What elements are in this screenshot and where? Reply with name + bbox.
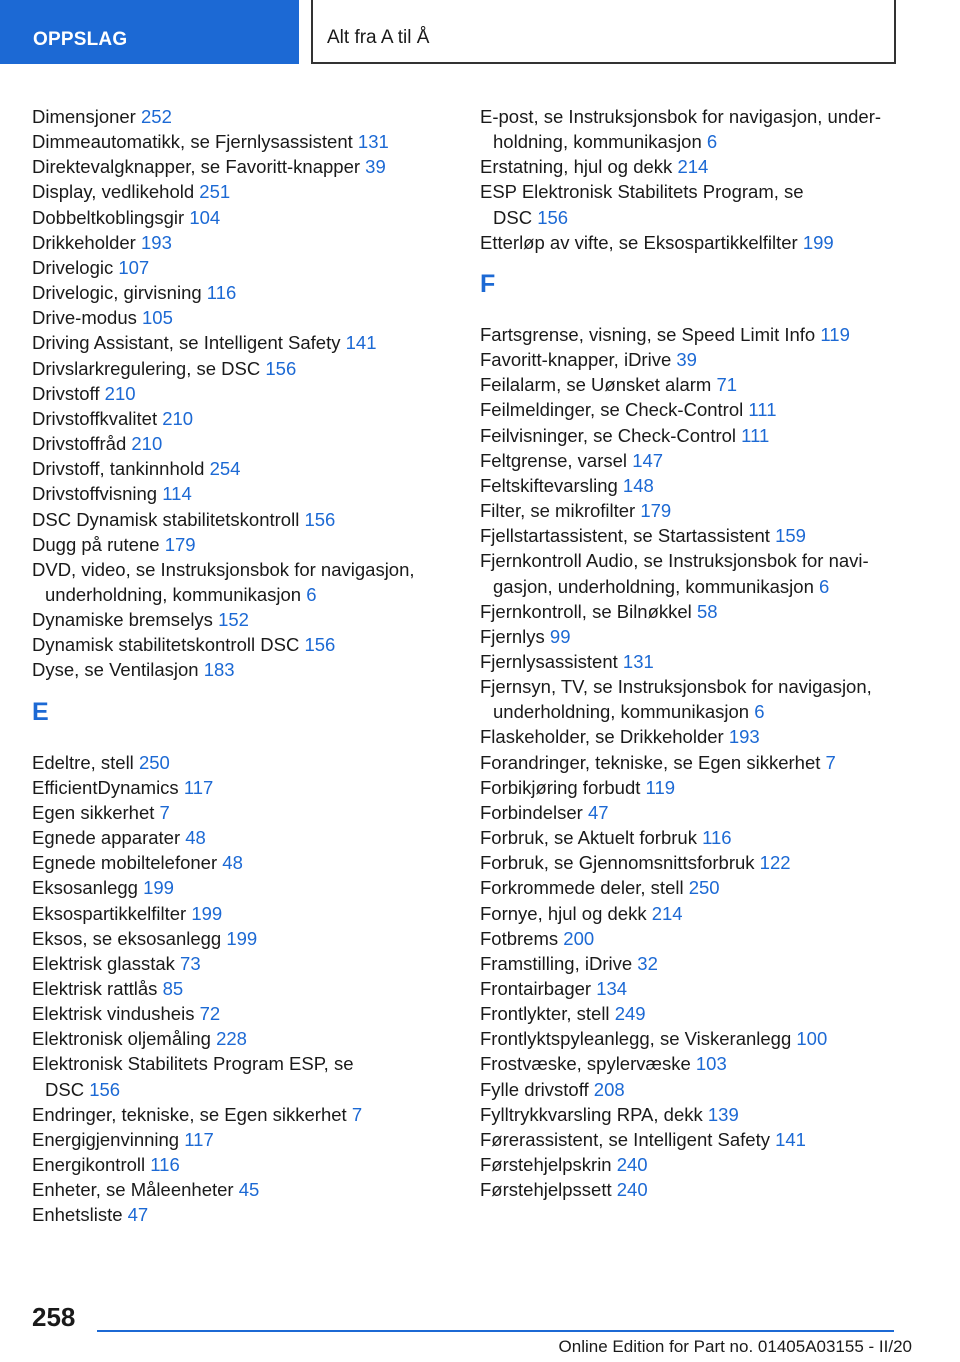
index-term: Fylltrykkvarsling RPA, dekk (480, 1103, 703, 1125)
index-term: Drivelogic (32, 256, 114, 278)
index-term: Favoritt-knapper, iDrive (480, 349, 672, 371)
index-term: Drikkeholder (32, 231, 136, 253)
index-entry (32, 305, 452, 330)
index-entry (480, 1001, 900, 1026)
page-reference-link[interactable]: 39 (676, 349, 697, 371)
index-term: Egnede mobiltelefoner (32, 852, 218, 874)
page-reference-link[interactable]: 156 (89, 1078, 121, 1100)
page-reference-link[interactable]: 119 (820, 323, 850, 345)
page-reference-link[interactable]: 116 (206, 282, 237, 304)
page-reference-link[interactable]: 116 (150, 1154, 180, 1176)
index-entry (32, 381, 452, 406)
index-entry (480, 951, 900, 976)
index-term: Drive-modus (32, 307, 137, 329)
index-entry (480, 724, 900, 749)
index-entry (32, 1202, 452, 1227)
index-entry (480, 1077, 900, 1102)
page-reference-link[interactable]: 228 (216, 1028, 247, 1050)
index-entry (480, 750, 900, 775)
index-entry (32, 481, 452, 506)
index-term: Frontlyktspyleanlegg, se Viskeranlegg (480, 1028, 792, 1050)
index-entry (480, 1026, 900, 1051)
index-entry (480, 104, 900, 154)
index-term: Energikontroll (32, 1154, 146, 1176)
index-entry (480, 825, 900, 850)
index-term-continuation: DSC (45, 1078, 85, 1100)
index-term: Feltskiftevarsling (480, 474, 618, 496)
page-reference-link[interactable]: 6 (819, 575, 830, 597)
index-term: DSC Dynamisk stabilitetskontroll (32, 508, 300, 530)
index-entry (480, 901, 900, 926)
page-reference-link[interactable]: 200 (563, 927, 595, 949)
index-entry (32, 431, 452, 456)
index-entry (32, 557, 452, 607)
page-reference-link[interactable]: 254 (209, 458, 241, 480)
index-term: Førstehjelpssett (480, 1179, 612, 1201)
index-term: Eksos, se eksosanlegg (32, 927, 222, 949)
index-entry (480, 230, 900, 255)
page-reference-link[interactable]: 47 (587, 801, 609, 823)
index-entry (32, 901, 452, 926)
index-term-continuation: underholdning, kommunikasjon (45, 583, 302, 605)
page-reference-link[interactable]: 193 (728, 726, 760, 748)
index-term: Elektronisk oljemåling (32, 1028, 211, 1050)
index-term: Feilvisninger, se Check-Control (480, 424, 737, 446)
page-reference-link[interactable]: 208 (593, 1078, 625, 1100)
page-reference-link[interactable]: 48 (185, 827, 206, 849)
page-reference-link[interactable]: 104 (189, 206, 221, 228)
index-entry (480, 875, 900, 900)
page-reference-link[interactable]: 99 (549, 625, 571, 647)
index-term-continuation: underholdning, kommunikasjon (493, 701, 750, 723)
index-term: Elektrisk rattlås (32, 978, 158, 999)
index-entry (32, 356, 452, 381)
index-term: Frontairbager (480, 978, 592, 999)
index-term: Forbikjøring forbudt (480, 776, 641, 798)
index-term: Display, vedlikehold (32, 181, 195, 203)
index-term: Drivstoffkvalitet (32, 407, 158, 429)
page-reference-link[interactable]: 103 (695, 1053, 727, 1075)
index-term: E-post, se Instruksjonsbok for navigasjon, under- (480, 106, 882, 127)
index-entry (32, 850, 452, 875)
index-entry (480, 179, 900, 229)
index-term: Feltgrense, varsel (480, 449, 628, 471)
chapter-title: Alt fra A til Å (327, 27, 430, 48)
index-term: Elektrisk glasstak (32, 952, 175, 974)
index-term: Dimensjoner (32, 106, 136, 127)
page-reference-link[interactable]: 147 (632, 449, 664, 471)
page-reference-link[interactable]: 141 (345, 332, 377, 354)
page-reference-link[interactable]: 210 (162, 407, 194, 429)
index-term: Fjernlysassistent (480, 650, 618, 672)
page-reference-link[interactable]: 105 (142, 307, 173, 329)
page-reference-link[interactable]: 179 (640, 500, 672, 522)
index-term: Fjellstartassistent, se Startassistent (480, 525, 770, 547)
index-entry (32, 1177, 452, 1202)
index-term: ESP Elektronisk Stabilitets Program, se (480, 181, 804, 203)
index-term: Framstilling, iDrive (480, 952, 633, 974)
page-reference-link[interactable]: 48 (222, 852, 243, 874)
page-reference-link[interactable]: 6 (306, 583, 317, 605)
index-entry (480, 1102, 900, 1127)
page-reference-link[interactable]: 240 (616, 1179, 648, 1201)
page-reference-link[interactable]: 250 (688, 877, 720, 899)
index-term: Førstehjelpskrin (480, 1154, 612, 1176)
page-reference-link[interactable]: 131 (357, 131, 389, 153)
index-entry (480, 423, 900, 448)
index-entry (32, 205, 452, 230)
page-reference-link[interactable]: 111 (741, 424, 770, 446)
index-term: Dimmeautomatikk, se Fjernlysassistent (32, 131, 353, 153)
page-reference-link[interactable]: 249 (614, 1003, 646, 1025)
index-letter-e: E (32, 697, 49, 726)
index-entry (480, 448, 900, 473)
page-reference-link[interactable]: 156 (265, 357, 297, 379)
index-entry (480, 649, 900, 674)
index-term: DVD, video, se Instruksjonsbok for navigasjon, (32, 558, 415, 580)
index-entry (32, 230, 452, 255)
index-entry (480, 322, 900, 347)
index-list-e (32, 750, 452, 1228)
page-reference-link[interactable]: 107 (118, 256, 150, 278)
index-term: Feilmeldinger, se Check-Control (480, 399, 744, 421)
page-reference-link[interactable]: 122 (759, 852, 791, 874)
index-term: Eksospartikkelfilter (32, 902, 187, 924)
index-term: Flaskeholder, se Drikkeholder (480, 726, 724, 748)
chapter-header (311, 0, 896, 64)
index-term: Fjernkontroll, se Bilnøkkel (480, 600, 692, 622)
index-entry (32, 976, 452, 1001)
footer-divider (97, 1330, 894, 1332)
index-term: EfficientDynamics (32, 776, 179, 798)
index-letter-f: F (480, 269, 496, 298)
page-reference-link[interactable]: 45 (238, 1179, 260, 1201)
index-entry (32, 104, 452, 129)
index-entry (32, 1051, 452, 1101)
page-reference-link[interactable]: 214 (677, 156, 709, 178)
index-list-d (32, 104, 452, 683)
index-entry (480, 775, 900, 800)
index-term: Forandringer, tekniske, se Egen sikkerhet (480, 751, 821, 773)
index-entry (480, 674, 900, 724)
index-term: Fjernkontroll Audio, se Instruksjonsbok for navi- (480, 550, 869, 572)
page-reference-link[interactable]: 71 (716, 374, 738, 396)
index-term: Edeltre, stell (32, 751, 134, 773)
index-entry (32, 632, 452, 657)
page-reference-link[interactable]: 117 (184, 1128, 214, 1150)
index-term: Fjernsyn, TV, se Instruksjonsbok for navigasjon, (480, 676, 872, 698)
index-term: Drivstoffvisning (32, 483, 158, 505)
index-entry (32, 406, 452, 431)
index-entry (32, 951, 452, 976)
index-term: Drivstoff (32, 382, 100, 404)
index-term: Egnede apparater (32, 827, 181, 849)
index-term: Drivstoff, tankinnhold (32, 458, 205, 480)
index-entry (480, 397, 900, 422)
index-term: Dugg på rutene (32, 533, 160, 555)
index-term-continuation: gasjon, underholdning, kommunikasjon (493, 575, 814, 597)
page-reference-link[interactable]: 199 (802, 231, 834, 253)
index-term: Fjernlys (480, 625, 545, 647)
index-entry (32, 330, 452, 355)
index-term: Dyse, se Ventilasjon (32, 659, 199, 681)
index-term: Forbruk, se Gjennomsnittsforbruk (480, 852, 755, 874)
index-entry (32, 750, 452, 775)
index-entry (32, 507, 452, 532)
index-term: Enheter, se Måleenheter (32, 1179, 234, 1201)
page-reference-link[interactable]: 6 (754, 701, 765, 723)
page-reference-link[interactable]: 183 (203, 659, 235, 681)
index-term: Endringer, tekniske, se Egen sikkerhet (32, 1103, 347, 1125)
page-reference-link[interactable]: 119 (645, 776, 676, 798)
page-reference-link[interactable]: 159 (775, 525, 806, 547)
index-entry (32, 800, 452, 825)
index-entry (32, 532, 452, 557)
index-term: Elektronisk Stabilitets Program ESP, se (32, 1053, 354, 1075)
index-entry (480, 624, 900, 649)
index-entry (32, 1001, 452, 1026)
index-entry (32, 657, 452, 682)
page-reference-link[interactable]: 100 (796, 1028, 828, 1050)
index-entry (32, 825, 452, 850)
page-reference-link[interactable]: 141 (775, 1128, 806, 1150)
page-reference-link[interactable]: 251 (199, 181, 231, 203)
page-reference-link[interactable]: 148 (622, 474, 654, 496)
index-term: Forkrommede deler, stell (480, 877, 684, 899)
page-reference-link[interactable]: 114 (162, 483, 192, 505)
page-reference-link[interactable]: 134 (596, 978, 628, 999)
page-reference-link[interactable]: 116 (702, 827, 732, 849)
index-entry (32, 456, 452, 481)
index-entry (480, 498, 900, 523)
index-entry (480, 1152, 900, 1177)
index-entry (32, 607, 452, 632)
page-reference-link[interactable]: 39 (365, 156, 386, 178)
index-entry (32, 1152, 452, 1177)
index-term: Drivelogic, girvisning (32, 282, 202, 304)
index-entry (32, 129, 452, 154)
page-reference-link[interactable]: 240 (616, 1154, 648, 1176)
index-entry (480, 976, 900, 1001)
index-term: Dynamiske bremselys (32, 609, 213, 631)
page-reference-link[interactable]: 32 (637, 952, 658, 974)
index-entry (480, 523, 900, 548)
index-list-f (480, 322, 900, 1202)
index-entry (480, 473, 900, 498)
page-reference-link[interactable]: 252 (141, 106, 172, 127)
page-reference-link[interactable]: 85 (162, 978, 184, 999)
page-reference-link[interactable]: 73 (180, 952, 201, 974)
index-term: Forbruk, se Aktuelt forbruk (480, 827, 697, 849)
index-entry (480, 800, 900, 825)
index-term: Feilalarm, se Uønsket alarm (480, 374, 712, 396)
index-term: Enhetsliste (32, 1204, 123, 1226)
index-entry (480, 347, 900, 372)
page-reference-link[interactable]: 193 (141, 231, 172, 253)
index-term: Drivslarkregulering, se DSC (32, 357, 261, 379)
index-entry (480, 372, 900, 397)
index-column-right (480, 104, 900, 1202)
index-term: Direktevalgknapper, se Favoritt-knapper (32, 156, 361, 178)
page-reference-link[interactable]: 6 (706, 131, 718, 153)
index-term: Dobbeltkoblingsgir (32, 206, 185, 228)
page-reference-link[interactable]: 210 (131, 433, 163, 455)
index-term: Drivstoffråd (32, 433, 127, 455)
index-entry (480, 154, 900, 179)
index-entry (480, 850, 900, 875)
index-term: Erstatning, hjul og dekk (480, 156, 673, 178)
page-reference-link[interactable]: 199 (143, 877, 174, 899)
index-entry (480, 1177, 900, 1202)
index-entry (32, 1102, 452, 1127)
index-term: Fornye, hjul og dekk (480, 902, 647, 924)
page-reference-link[interactable]: 199 (191, 902, 223, 924)
page-number: 258 (32, 1302, 76, 1332)
index-term: Frontlykter, stell (480, 1003, 610, 1025)
index-term: Filter, se mikrofilter (480, 500, 636, 522)
page-reference-link[interactable]: 214 (651, 902, 683, 924)
index-entry (32, 775, 452, 800)
index-entry (32, 926, 452, 951)
edition-note: Online Edition for Part no. 01405A03155 - II/20 (558, 1337, 912, 1356)
index-entry (32, 1026, 452, 1051)
index-entry (480, 548, 900, 598)
page-reference-link[interactable]: 152 (218, 609, 249, 631)
index-column-left (32, 104, 452, 1228)
page-reference-link[interactable]: 111 (748, 399, 777, 421)
index-entry (32, 179, 452, 204)
page-reference-link[interactable]: 156 (304, 634, 336, 656)
index-entry (32, 1127, 452, 1152)
page-reference-link[interactable]: 7 (351, 1103, 363, 1125)
page-reference-link[interactable]: 199 (226, 927, 258, 949)
index-term: Førerassistent, se Intelligent Safety (480, 1128, 770, 1150)
page-reference-link[interactable]: 7 (159, 801, 170, 823)
index-term: Forbindelser (480, 801, 583, 823)
index-term: Egen sikkerhet (32, 801, 155, 823)
section-tab (0, 0, 299, 64)
section-title: OPPSLAG (33, 29, 128, 50)
index-list-e-continued (480, 104, 900, 255)
page-reference-link[interactable]: 58 (696, 600, 718, 622)
page-reference-link[interactable]: 139 (707, 1103, 739, 1125)
index-term: Fartsgrense, visning, se Speed Limit Info (480, 323, 816, 345)
page-reference-link[interactable]: 117 (183, 776, 214, 798)
index-term-continuation: holdning, kommunikasjon (493, 131, 702, 153)
index-entry (32, 154, 452, 179)
index-entry (480, 1127, 900, 1152)
index-entry (32, 875, 452, 900)
index-term: Dynamisk stabilitetskontroll DSC (32, 634, 300, 656)
index-entry (480, 599, 900, 624)
page-reference-link[interactable]: 47 (127, 1204, 149, 1226)
index-term: Elektrisk vindusheis (32, 1003, 195, 1025)
index-term: Etterløp av vifte, se Eksospartikkelfilter (480, 231, 798, 253)
index-term: Fylle drivstoff (480, 1078, 589, 1100)
index-term: Driving Assistant, se Intelligent Safety (32, 332, 341, 354)
index-term: Eksosanlegg (32, 877, 138, 899)
page-reference-link[interactable]: 156 (537, 206, 569, 228)
index-term: Frostvæske, spylervæske (480, 1053, 691, 1075)
page-reference-link[interactable]: 7 (825, 751, 836, 773)
index-entry (32, 280, 452, 305)
page-reference-link[interactable]: 156 (304, 508, 336, 530)
page-reference-link[interactable]: 72 (199, 1003, 221, 1025)
index-term: Energigjenvinning (32, 1128, 180, 1150)
index-entry (480, 1051, 900, 1076)
page-reference-link[interactable]: 179 (164, 533, 196, 555)
page-reference-link[interactable]: 210 (104, 382, 136, 404)
index-entry (480, 926, 900, 951)
index-term: Fotbrems (480, 927, 559, 949)
index-term-continuation: DSC (493, 206, 533, 228)
page-reference-link[interactable]: 131 (622, 650, 654, 672)
index-entry (32, 255, 452, 280)
page-reference-link[interactable]: 250 (138, 751, 170, 773)
